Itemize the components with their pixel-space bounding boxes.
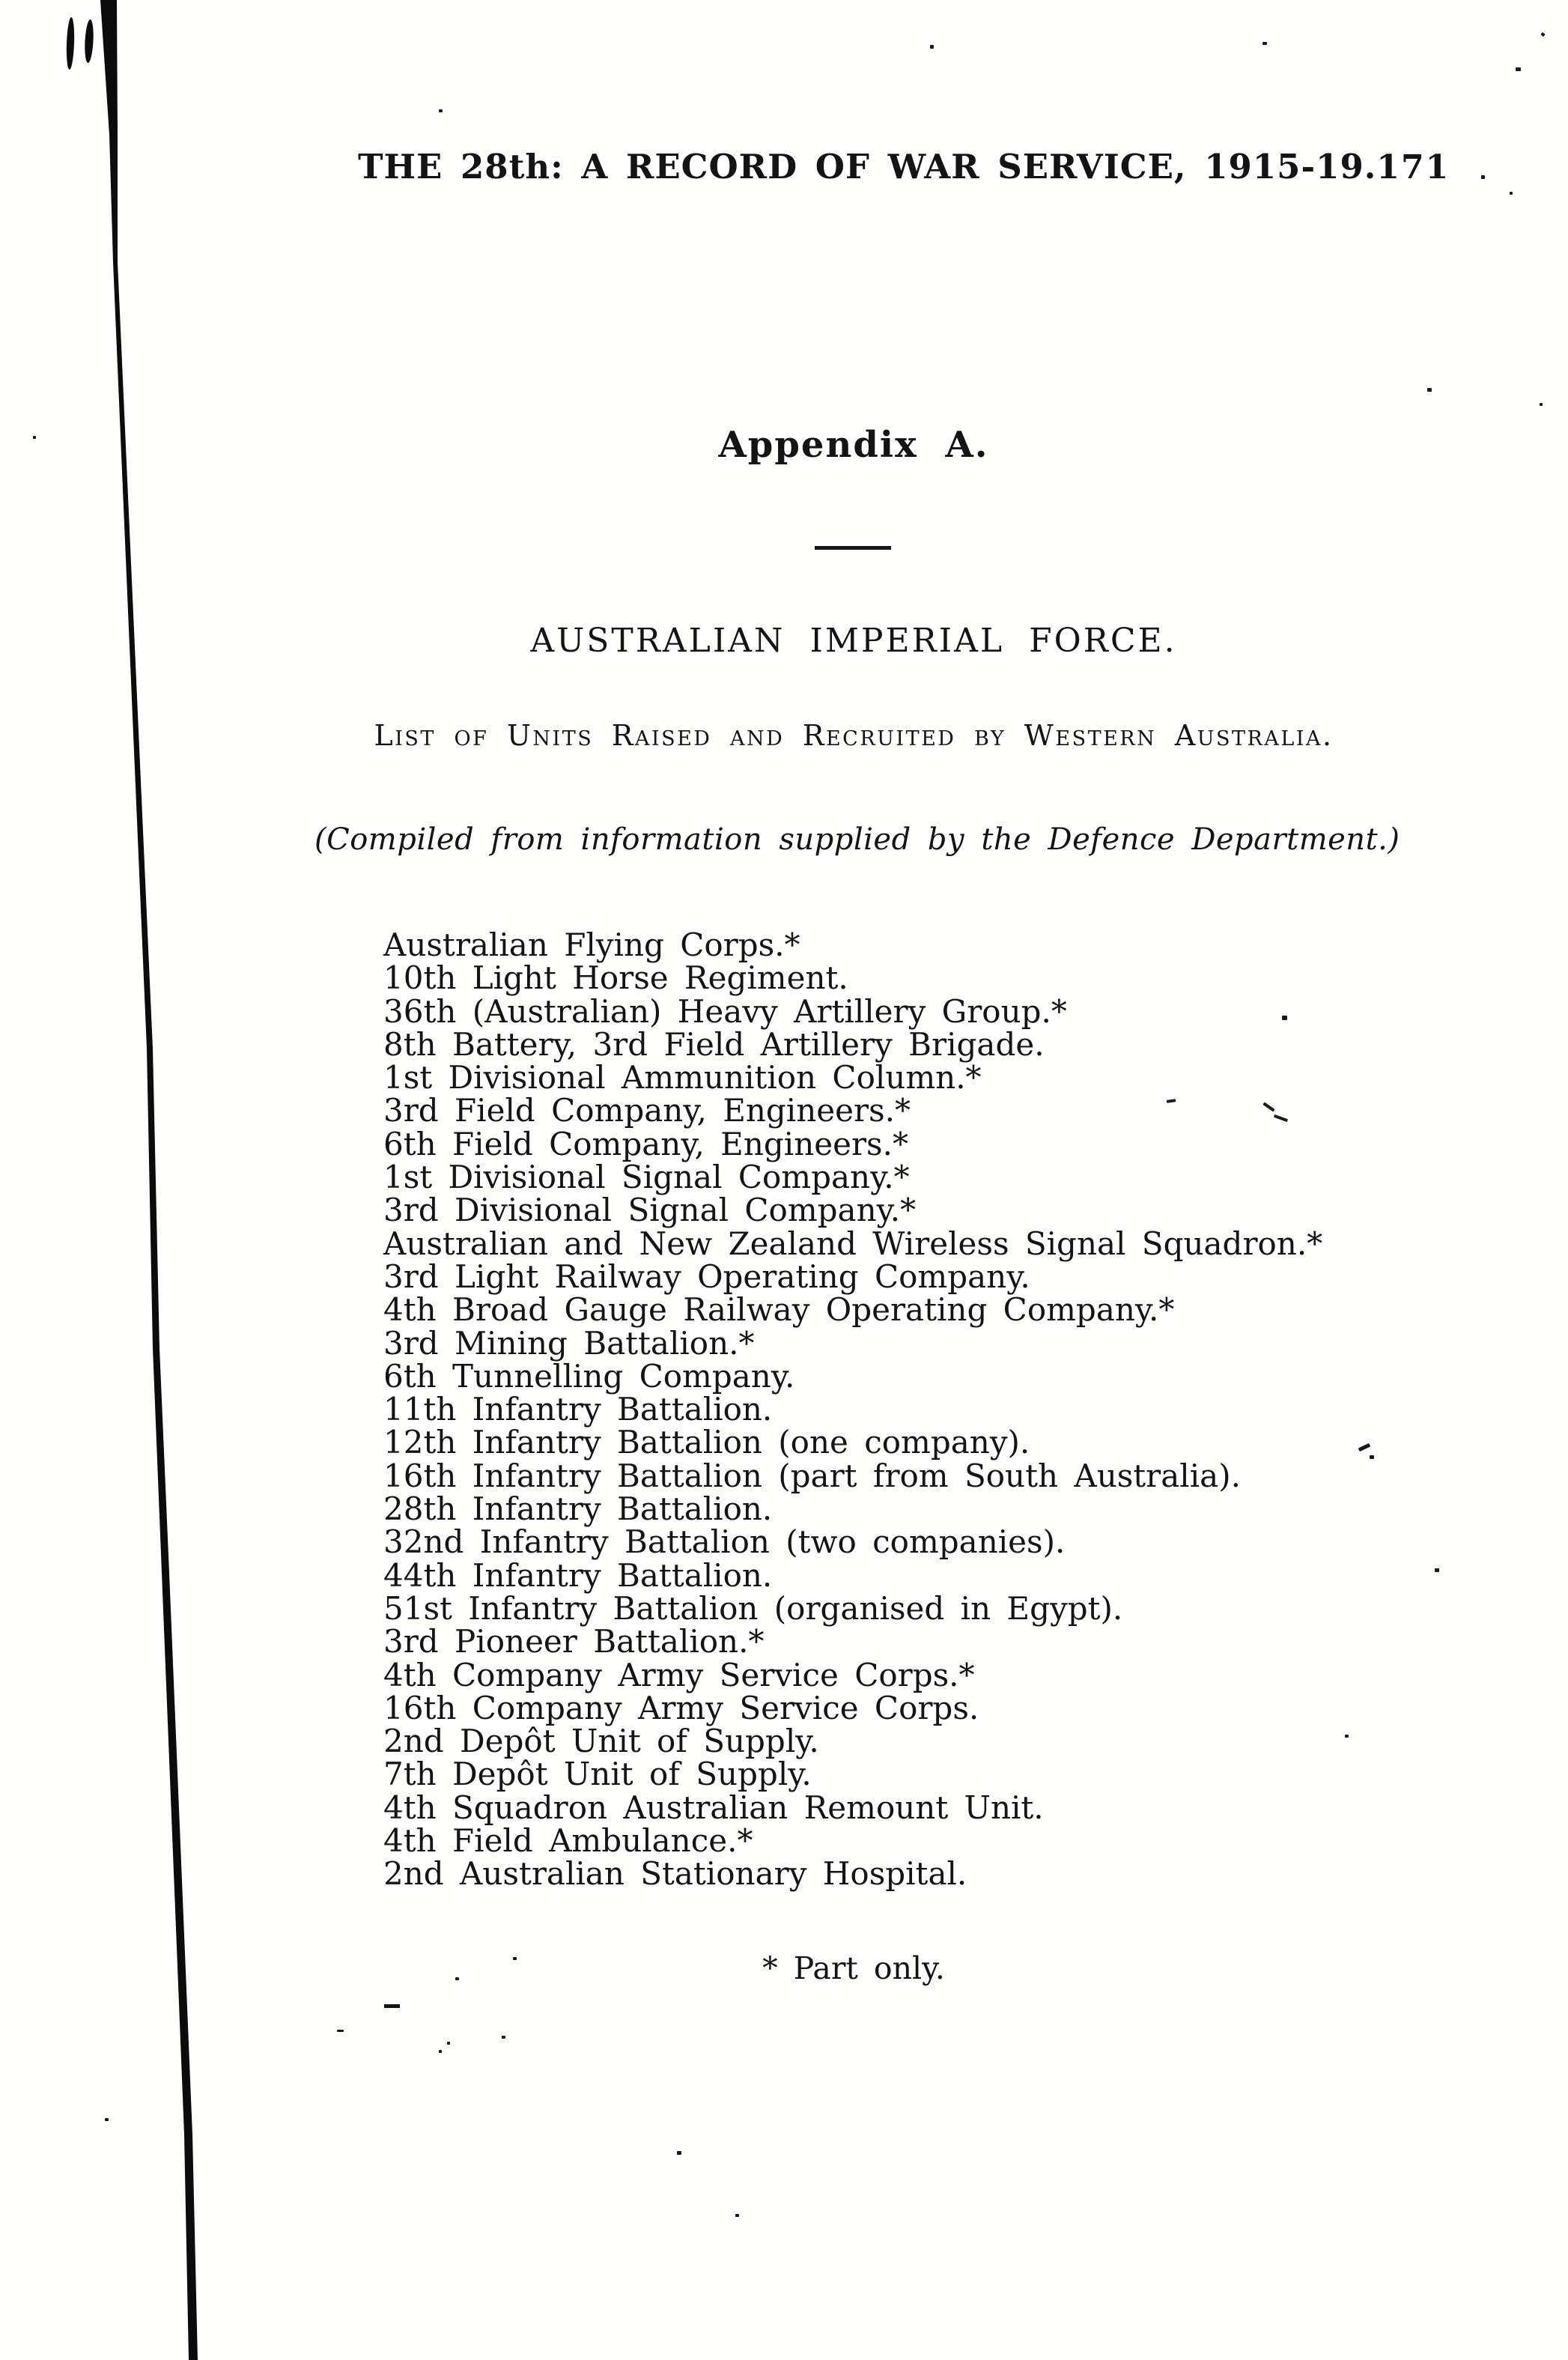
unit-list-item: 7th Depôt Unit of Supply.	[383, 1756, 812, 1793]
unit-list-item: 6th Field Company, Engineers.*	[383, 1125, 908, 1162]
unit-list-item: 3rd Mining Battalion.*	[383, 1324, 755, 1362]
scan-speck	[1540, 403, 1543, 406]
unit-list-item: 3rd Light Railway Operating Company.	[383, 1258, 1030, 1295]
unit-list-item: Australian Flying Corps.*	[383, 926, 800, 963]
unit-list-item: 32nd Infantry Battalion (two companies).	[383, 1523, 1066, 1561]
scan-speck	[1540, 32, 1545, 37]
unit-list-item: 2nd Depôt Unit of Supply.	[383, 1723, 819, 1760]
running-title: THE 28th: A RECORD OF WAR SERVICE, 1915-19.	[358, 147, 1377, 186]
scan-speck	[677, 2151, 681, 2155]
running-header	[358, 147, 1450, 186]
unit-list-item: 3rd Divisional Signal Company.*	[383, 1192, 917, 1229]
unit-list-item: 36th (Australian) Heavy Artillery Group.*	[383, 992, 1067, 1030]
page-number: 171	[1376, 148, 1450, 186]
unit-list-item: 3rd Field Company, Engineers.*	[383, 1092, 911, 1129]
scan-speck	[1370, 1455, 1374, 1459]
stray-dash-mark	[384, 2004, 400, 2008]
unit-list-item: 3rd Pioneer Battalion.*	[383, 1623, 765, 1660]
section-heading: AUSTRALIAN IMPERIAL FORCE.	[530, 622, 1177, 660]
unit-list	[383, 926, 1507, 1893]
unit-list-item: 28th Infantry Battalion.	[383, 1490, 773, 1528]
ink-blob	[84, 19, 94, 63]
scan-speck	[1435, 1568, 1439, 1572]
ink-blob	[66, 17, 75, 70]
footnote: * Part only.	[762, 1950, 945, 1986]
unit-list-item: 8th Battery, 3rd Field Artillery Brigade.	[383, 1025, 1045, 1063]
scan-speck	[337, 2030, 344, 2032]
unit-list-item: 12th Infantry Battalion (one company).	[383, 1424, 1030, 1461]
scan-speck	[735, 2214, 739, 2217]
unit-list-item: 4th Company Army Service Corps.*	[383, 1656, 975, 1693]
appendix-heading: Appendix A.	[718, 424, 989, 466]
scan-speck	[33, 436, 36, 439]
source-note: (Compiled from information supplied by the Defence Department.)	[314, 822, 1400, 857]
scan-speck	[439, 2050, 442, 2053]
scan-speck	[1345, 1735, 1349, 1738]
unit-list-item: 51st Infantry Battalion (organised in Egypt).	[383, 1589, 1123, 1627]
unit-list-item: 16th Infantry Battalion (part from South Australia).	[383, 1457, 1241, 1494]
scan-speck	[439, 109, 443, 112]
unit-list-item: 2nd Australian Stationary Hospital.	[383, 1855, 967, 1893]
unit-list-item: 4th Field Ambulance.*	[383, 1822, 753, 1860]
scan-speck	[1427, 388, 1432, 392]
unit-list-item: 10th Light Horse Regiment.	[383, 959, 848, 997]
divider-rule	[815, 546, 891, 550]
unit-list-item: 11th Infantry Battalion.	[383, 1391, 773, 1428]
scan-speck	[1510, 192, 1513, 195]
binding-gutter-shadow	[0, 0, 225, 2360]
scan-speck	[502, 2036, 505, 2039]
unit-list-item: 6th Tunnelling Company.	[383, 1357, 795, 1395]
scan-speck	[455, 1977, 459, 1980]
unit-list-item: 4th Broad Gauge Railway Operating Company.*	[383, 1291, 1175, 1329]
scan-speck	[1516, 67, 1521, 71]
scan-speck	[930, 45, 934, 49]
unit-list-item: 1st Divisional Ammunition Column.*	[383, 1059, 982, 1096]
scan-speck	[1481, 175, 1485, 179]
unit-list-item: 4th Squadron Australian Remount Unit.	[383, 1789, 1044, 1826]
scan-speck	[105, 2118, 109, 2121]
unit-list-item: 1st Divisional Signal Company.*	[383, 1159, 910, 1196]
scan-speck	[1262, 42, 1267, 45]
list-caption: List of Units Raised and Recruited by Western Australia.	[374, 719, 1334, 752]
unit-list-item: 44th Infantry Battalion.	[383, 1556, 773, 1594]
scan-speck	[513, 1957, 517, 1960]
scan-speck	[1282, 1016, 1287, 1020]
unit-list-item: 16th Company Army Service Corps.	[383, 1689, 979, 1726]
scan-speck	[447, 2042, 450, 2045]
unit-list-item: Australian and New Zealand Wireless Signal Squadron.*	[383, 1225, 1323, 1262]
